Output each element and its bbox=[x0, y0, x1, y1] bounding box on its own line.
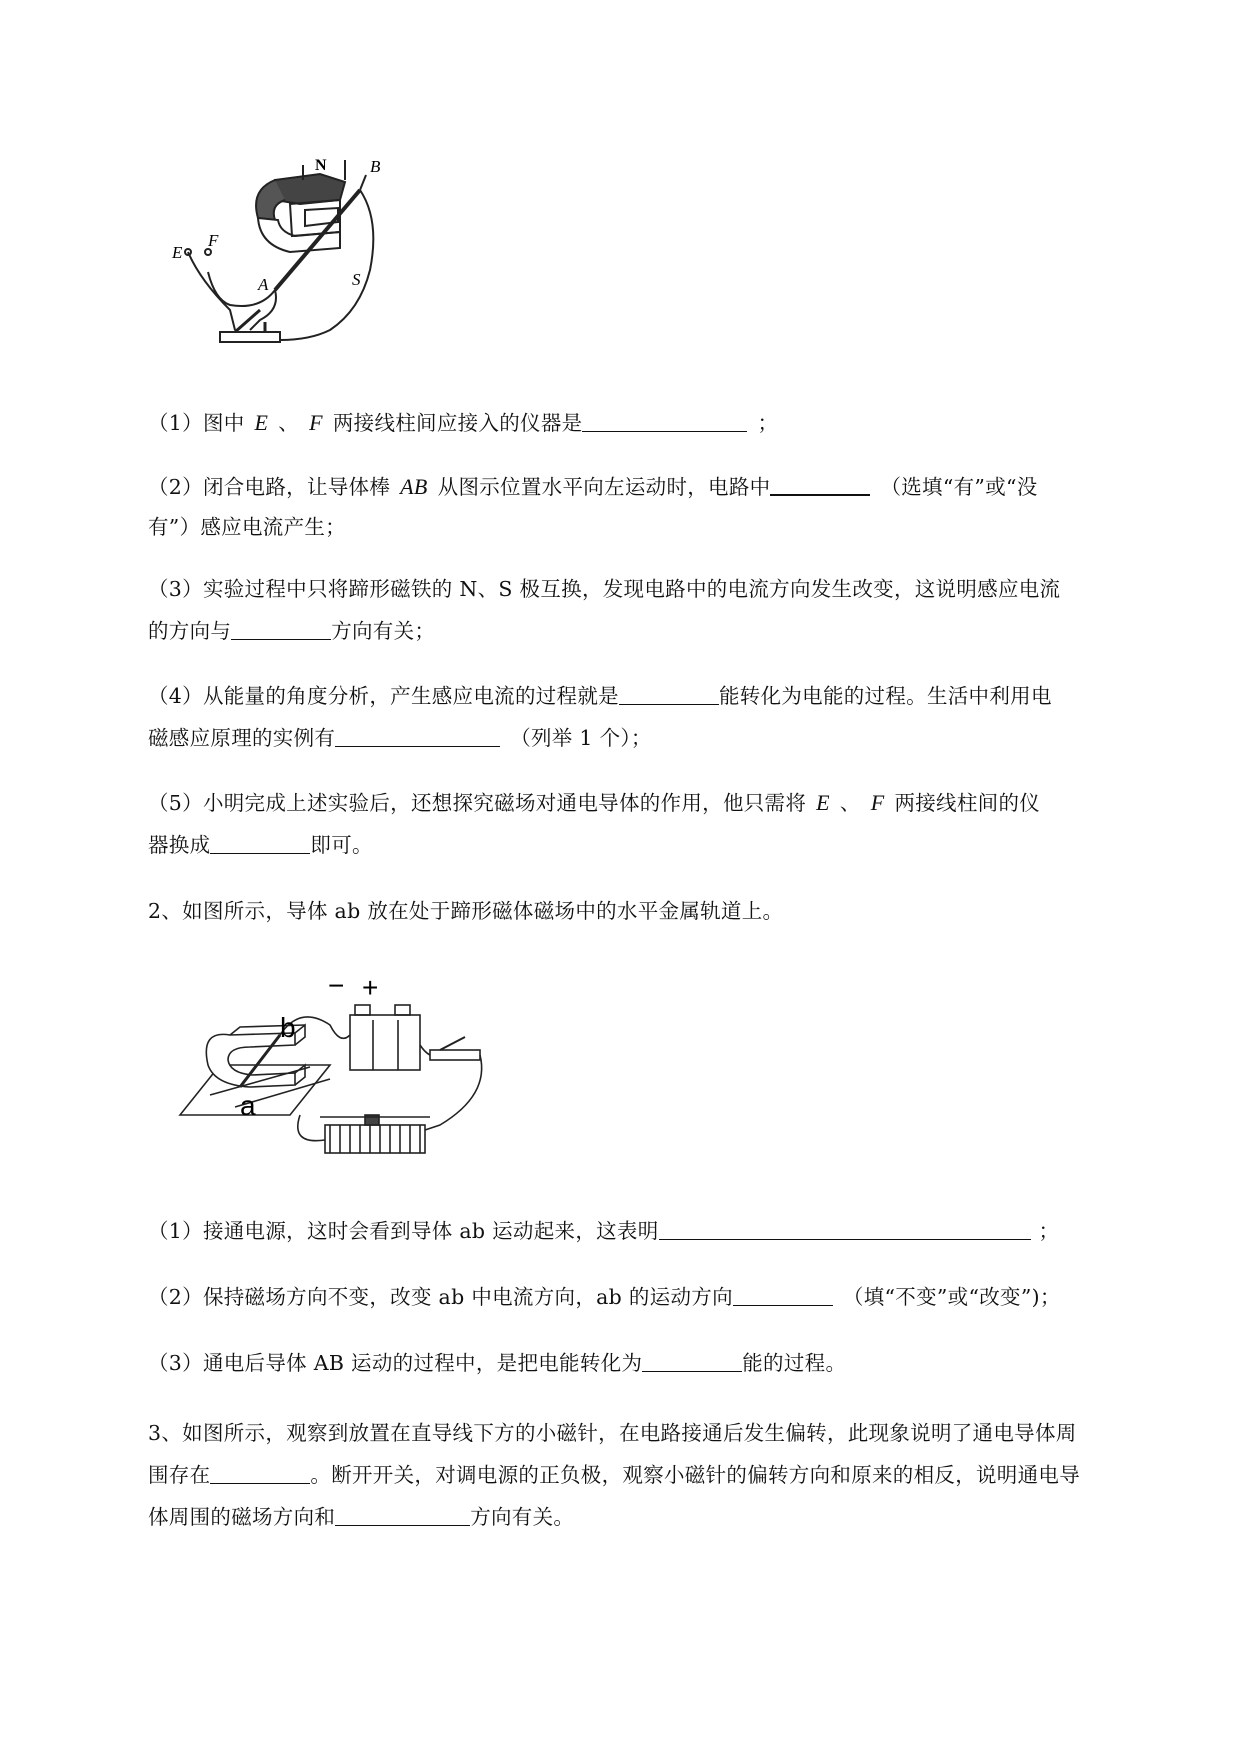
answer-blank-1-1[interactable] bbox=[582, 409, 747, 432]
answer-blank-2-1[interactable] bbox=[659, 1217, 1031, 1240]
figure-electromagnetic-induction bbox=[172, 157, 410, 365]
q3-line3: 体周围的磁场方向和 方向有关。 bbox=[148, 1505, 575, 1529]
q2-stem: 2、如图所示，导体 ab 放在处于蹄形磁体磁场中的水平金属轨道上。 bbox=[148, 899, 784, 923]
label-plus: + bbox=[362, 972, 379, 1003]
q1-part4: （4）从能量的角度分析，产生感应电流的过程就是 能转化为电能的过程。生活中利用电 bbox=[148, 684, 1052, 708]
label-a: a bbox=[240, 1090, 256, 1121]
figure-motor-effect bbox=[180, 970, 500, 1170]
answer-blank-1-4b[interactable] bbox=[335, 724, 500, 747]
q3-line1: 3、如图所示，观察到放置在直导线下方的小磁针，在电路接通后发生偏转，此现象说明了通电导体周 bbox=[148, 1421, 1077, 1445]
answer-blank-2-3[interactable] bbox=[642, 1349, 742, 1372]
q2-part3: （3）通电后导体 AB 运动的过程中，是把电能转化为 能的过程。 bbox=[148, 1351, 847, 1375]
q3-line2: 围存在 。断开开关，对调电源的正负极，观察小磁针的偏转方向和原来的相反，说明通电导 bbox=[148, 1463, 1081, 1487]
label-minus: − bbox=[328, 970, 345, 1001]
label-N: N bbox=[315, 157, 327, 174]
answer-blank-1-4a[interactable] bbox=[619, 682, 719, 705]
answer-blank-3-1[interactable] bbox=[210, 1461, 310, 1484]
answer-blank-1-3[interactable] bbox=[231, 617, 331, 640]
label-E: E bbox=[172, 243, 183, 262]
q1-part2-line2: 有”）感应电流产生； bbox=[148, 515, 346, 539]
answer-blank-1-2[interactable] bbox=[770, 472, 870, 496]
answer-blank-1-5[interactable] bbox=[210, 831, 310, 854]
label-A: A bbox=[258, 275, 269, 294]
q1-part3: （3）实验过程中只将蹄形磁铁的 N、S 极互换，发现电路中的电流方向发生改变，这说明感应电流 bbox=[148, 577, 1061, 601]
label-S: S bbox=[352, 270, 361, 289]
q1-part5-line2: 器换成 即可。 bbox=[148, 833, 373, 857]
q1-part3-line2: 的方向与 方向有关； bbox=[148, 619, 436, 643]
label-F: F bbox=[208, 231, 219, 250]
answer-blank-2-2[interactable] bbox=[733, 1283, 833, 1306]
q1-part4-line2: 磁感应原理的实例有 （列举 1 个）； bbox=[148, 726, 652, 750]
q1-part1: （1）图中 E 、 F 两接线柱间应接入的仪器是 ； bbox=[148, 410, 779, 435]
q2-part1: （1）接通电源，这时会看到导体 ab 运动起来，这表明 ； bbox=[148, 1219, 1060, 1243]
label-B: B bbox=[370, 157, 381, 176]
q1-part5: （5）小明完成上述实验后，还想探究磁场对通电导体的作用，他只需将 E 、 F 两接线柱间的仪 bbox=[148, 790, 1041, 815]
q2-part2: （2）保持磁场方向不变，改变 ab 中电流方向，ab 的运动方向 （填“不变”或“改变”)； bbox=[148, 1285, 1061, 1309]
label-b: b bbox=[280, 1012, 296, 1043]
answer-blank-3-2[interactable] bbox=[335, 1503, 470, 1526]
q1-part2: （2）闭合电路，让导体棒 AB 从图示位置水平向左运动时，电路中 （选填“有”或“没 bbox=[148, 474, 1038, 499]
